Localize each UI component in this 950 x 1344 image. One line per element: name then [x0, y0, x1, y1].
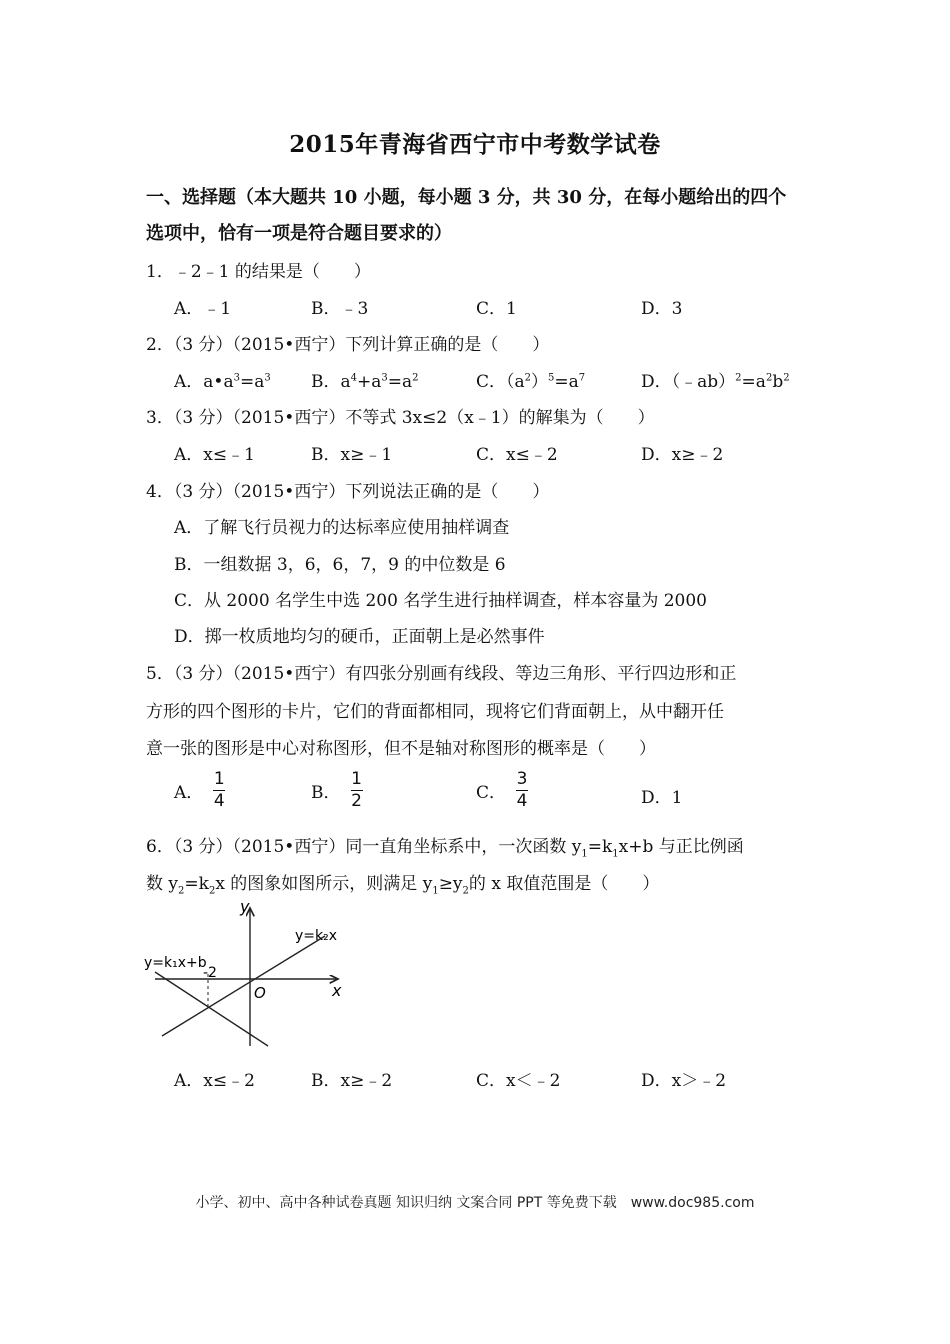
question-2-stem: 2．（3 分）（2015•西宁）下列计算正确的是（ ）	[146, 335, 550, 355]
q5-option-c: C． $\frac{3}{4}$	[476, 769, 528, 811]
q6-option-d: D．x＞﹣2	[641, 1071, 727, 1091]
section-heading-line1: 一、选择题（本大题共 10 小题，每小题 3 分，共 30 分，在每小题给出的四个	[146, 187, 787, 208]
line-y-k2x	[162, 936, 325, 1036]
q5-option-a: A． $\frac{1}{4}$	[174, 769, 225, 811]
q2-option-a: A．$a•a^3=a^3$	[174, 372, 271, 392]
fraction-one-quarter: $\frac{1}{4}$	[213, 769, 225, 811]
q1-option-d: D．3	[641, 299, 683, 319]
q5-option-b: B． $\frac{1}{2}$	[311, 769, 362, 811]
page-title: 2015年青海省西宁市中考数学试卷	[289, 131, 661, 158]
section-heading-line2: 选项中，恰有一项是符合题目要求的）	[146, 223, 452, 244]
origin-label: O	[254, 984, 266, 1002]
question-4-stem: 4．（3 分）（2015•西宁）下列说法正确的是（ ）	[146, 482, 550, 502]
q3-option-c: C．x≤﹣2	[476, 445, 558, 465]
q4-option-c: C．从 2000 名学生中选 200 名学生进行抽样调查，样本容量为 2000	[174, 591, 708, 611]
x-axis-label: x	[332, 981, 342, 1000]
q6-option-a: A．x≤﹣2	[174, 1071, 255, 1091]
q4-option-a: A．了解飞行员视力的达标率应使用抽样调查	[174, 518, 510, 538]
q2-option-d: D．$(﹣ab)^2=a^2b^2$	[641, 372, 790, 392]
fraction-three-quarters: $\frac{3}{4}$	[516, 769, 528, 811]
question-3-stem: 3．（3 分）（2015•西宁）不等式 3x≤2（x﹣1）的解集为（ ）	[146, 408, 655, 428]
question-5-line3: 意一张的图形是中心对称图形，但不是轴对称图形的概率是（ ）	[146, 739, 656, 759]
q1-option-c: C．1	[476, 299, 517, 319]
line2-label: y=k₂x	[295, 928, 338, 944]
q6-coordinate-graph	[140, 896, 360, 1051]
question-5-line2: 方形的四个图形的卡片，它们的背面都相同，现将它们背面朝上，从中翻开任	[146, 702, 724, 722]
question-5-line1: 5．（3 分）（2015•西宁）有四张分别画有线段、等边三角形、平行四边形和正	[146, 664, 737, 684]
q4-option-b: B．一组数据 3，6，6，7，9 的中位数是 6	[174, 555, 506, 575]
q3-option-d: D．x≥﹣2	[641, 445, 724, 465]
y-axis-label: y	[240, 897, 250, 916]
q3-option-b: B．x≥﹣1	[311, 445, 393, 465]
neg2-label: -2	[203, 965, 217, 981]
q3-option-a: A．x≤﹣1	[174, 445, 255, 465]
line-y-k1x-b	[155, 972, 268, 1046]
line1-label: y=k₁x+b	[144, 955, 207, 971]
q4-option-d: D．掷一枚质地均匀的硬币，正面朝上是必然事件	[174, 627, 545, 647]
question-6-line1: 6．（3 分）（2015•西宁）同一直角坐标系中，一次函数 $y_1=k_1x+b$ 与正比例函	[146, 837, 744, 860]
question-1-stem: 1．﹣2﹣1 的结果是（ ）	[146, 262, 371, 282]
q6-option-b: B．x≥﹣2	[311, 1071, 393, 1091]
q2-option-b: B．$a^4+a^3=a^2$	[311, 372, 419, 392]
q1-option-b: B．﹣3	[311, 299, 369, 319]
page-footer: 小学、初中、高中各种试卷真题 知识归纳 文案合同 PPT 等免费下载 www.doc985.com	[195, 1195, 755, 1211]
q1-option-a: A．﹣1	[174, 299, 232, 319]
question-6-line2: 数 $y_2=k_2x$ 的图象如图所示，则满足 $y_1\ge y_2$的 x 取值范围是（ ）	[146, 874, 660, 897]
q2-option-c: C．$(a^2)^5=a^7$	[476, 372, 586, 392]
q6-option-c: C．x＜﹣2	[476, 1071, 561, 1091]
fraction-one-half: $\frac{1}{2}$	[351, 769, 362, 811]
q5-option-d: D．1	[641, 788, 683, 808]
